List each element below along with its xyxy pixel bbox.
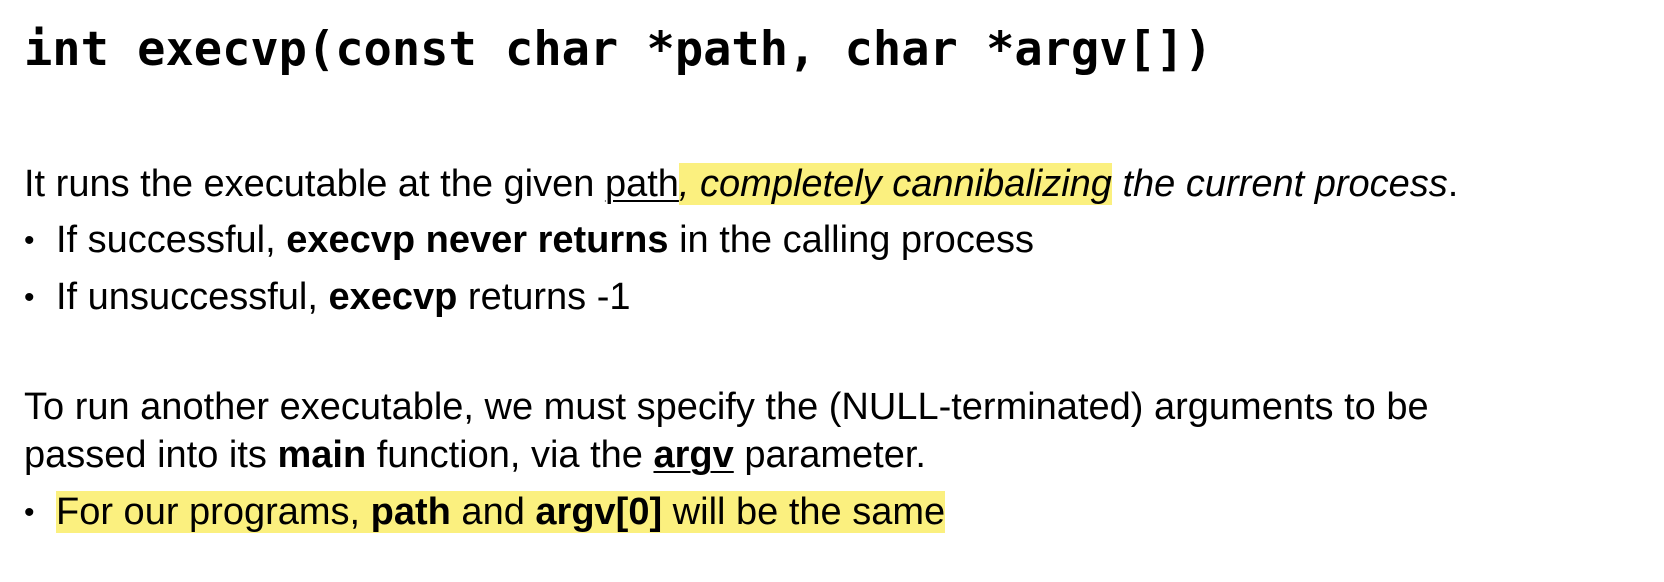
bullet-success-suffix: in the calling process bbox=[668, 219, 1034, 261]
bullet-same-prefix: For our programs, bbox=[56, 491, 371, 533]
arguments-line-2-mid: function, via the bbox=[366, 434, 654, 476]
bullet-success-prefix: If successful, bbox=[56, 219, 287, 261]
bullet-success-bold: execvp never returns bbox=[286, 219, 669, 261]
highlighted-phrase: , completely cannibalizing bbox=[678, 163, 1112, 205]
function-signature: int execvp(const char *path, char *argv[]) bbox=[24, 22, 1213, 77]
bullet-same-path bbox=[24, 486, 945, 539]
bullet-same-mid: and bbox=[450, 491, 536, 533]
arguments-line-1: To run another executable, we must specify the (NULL-terminated) arguments to be bbox=[24, 386, 1429, 428]
argv-term: argv bbox=[653, 434, 734, 476]
description-prefix: It runs the executable at the given bbox=[24, 163, 605, 205]
bullet-failure-prefix: If unsuccessful, bbox=[56, 276, 329, 318]
description-line bbox=[24, 158, 1458, 210]
bullet-same-suffix: will be the same bbox=[662, 491, 946, 533]
bullet-dot: • bbox=[24, 281, 35, 314]
bullet-failure-suffix: returns -1 bbox=[457, 276, 631, 318]
main-term: main bbox=[277, 434, 367, 476]
highlighted-bullet-text bbox=[56, 491, 945, 533]
argv0-bold-term: argv[0] bbox=[535, 491, 663, 533]
arguments-line-2-prefix: passed into its bbox=[24, 434, 278, 476]
bullet-dot: • bbox=[24, 224, 35, 257]
arguments-line-2 bbox=[24, 429, 926, 481]
description-italic-rest: the current process bbox=[1111, 163, 1448, 205]
bullet-failure-bold: execvp bbox=[328, 276, 458, 318]
bullet-success bbox=[24, 214, 1034, 267]
path-term: path bbox=[604, 163, 679, 205]
bullet-failure bbox=[24, 271, 631, 324]
description-period: . bbox=[1447, 163, 1459, 205]
arguments-line-2-suffix: parameter. bbox=[733, 434, 926, 476]
bullet-dot: • bbox=[24, 496, 35, 529]
path-bold-term: path bbox=[370, 491, 451, 533]
